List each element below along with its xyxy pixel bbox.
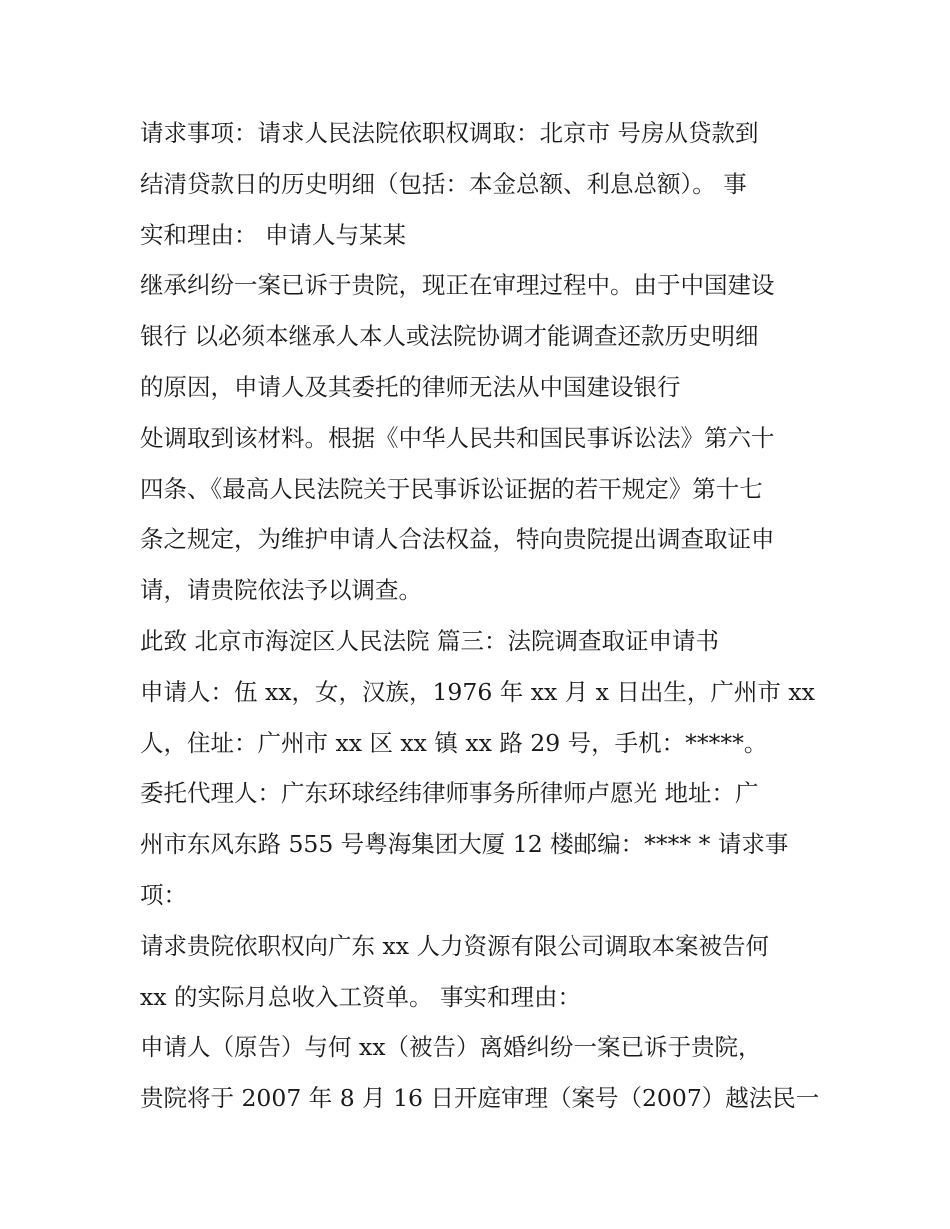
document-body xyxy=(140,108,830,1124)
text-line: 申请人：伍 xx，女，汉族，1976 年 xx 月 x 日出生，广州市 xx xyxy=(140,677,815,706)
text-line: 处调取到该材料。根据《中华人民共和国民事诉讼法》第六十 xyxy=(140,423,775,452)
text-line: 实和理由： 申请人与某某 xyxy=(140,220,406,249)
text-line: 此致 北京市海淀区人民法院 篇三：法院调查取证申请书 xyxy=(140,626,719,655)
text-line: 贵院将于 2007 年 8 月 16 日开庭审理（案号（2007）越法民一 xyxy=(140,1084,820,1113)
text-line: 请求贵院依职权向广东 xx 人力资源有限公司调取本案被告何 xyxy=(140,931,769,960)
text-line: 的原因，申请人及其委托的律师无法从中国建设银行 xyxy=(140,372,681,401)
text-line: 委托代理人：广东环球经纬律师事务所律师卢愿光 地址：广 xyxy=(140,779,759,808)
text-line: 申请人（原告）与何 xx（被告）离婚纠纷一案已诉于贵院， xyxy=(140,1033,762,1062)
text-line: 人，住址：广州市 xx 区 xx 镇 xx 路 29 号，手机：*****。 xyxy=(140,728,768,757)
text-line: 银行 以必须本继承人本人或法院协调才能调查还款历史明细 xyxy=(140,322,759,351)
text-line: xx 的实际月总收入工资单。 事实和理由： xyxy=(140,982,581,1011)
text-line: 条之规定，为维护申请人合法权益，特向贵院提出调查取证申 xyxy=(140,525,775,554)
text-line: 请求事项：请求人民法院依职权调取：北京市 号房从贷款到 xyxy=(140,119,759,147)
text-line: 州市东风东路 555 号粤海集团大厦 12 楼邮编：**** * 请求事 xyxy=(140,830,789,859)
text-line: 结清贷款日的历史明细（包括：本金总额、利息总额）。 事 xyxy=(140,169,747,198)
text-line: 继承纠纷一案已诉于贵院，现正在审理过程中。由于中国建设 xyxy=(140,271,775,300)
text-line: 请，请贵院依法予以调查。 xyxy=(140,576,422,605)
text-line: 四条、《最高人民法院关于民事诉讼证据的若干规定》第十七 xyxy=(140,474,763,503)
text-line: 项： xyxy=(140,880,187,909)
